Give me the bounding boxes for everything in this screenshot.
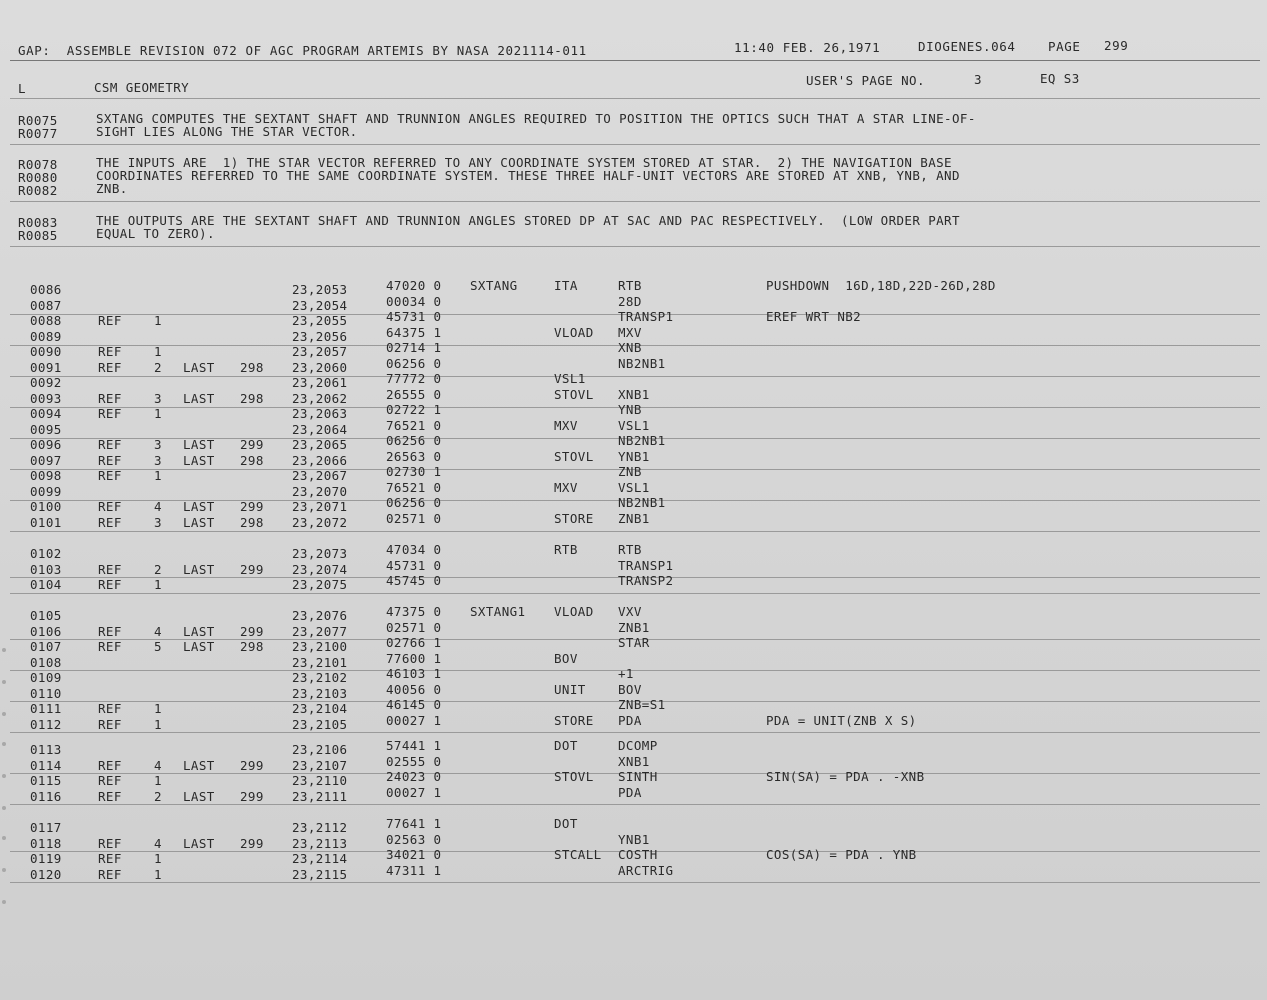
line-number: 0110 — [30, 685, 62, 701]
operand: XNB — [618, 340, 642, 355]
octal-code: 00027 1 — [386, 784, 442, 800]
line-number: 0090 — [30, 344, 62, 359]
ref-page: 299 — [240, 561, 264, 577]
binder-hole — [2, 742, 6, 746]
ref-keyword: REF — [98, 499, 122, 514]
remark-id: R0082 — [18, 183, 58, 198]
binder-hole — [2, 648, 6, 652]
opcode: ITA — [554, 278, 578, 293]
ref-keyword: REF — [98, 701, 122, 716]
operand: +1 — [618, 666, 634, 681]
address: 23,2056 — [292, 328, 348, 344]
ref-page: 299 — [240, 499, 264, 514]
address: 23,2057 — [292, 344, 348, 359]
ref-count: 1 — [154, 701, 162, 716]
octal-code: 02563 0 — [386, 831, 442, 847]
opcode: MXV — [554, 479, 578, 495]
ref-keyword: REF — [98, 788, 122, 804]
octal-code: 02555 0 — [386, 753, 442, 769]
operand: XNB1 — [618, 386, 650, 402]
line-number: 0089 — [30, 328, 62, 344]
remark-id: R0085 — [18, 228, 58, 243]
remark-text: SIGHT LIES ALONG THE STAR VECTOR. — [96, 124, 358, 139]
address: 23,2104 — [292, 701, 348, 716]
octal-code: 40056 0 — [386, 681, 442, 697]
opcode: VSL1 — [554, 371, 586, 386]
ref-last: LAST — [183, 623, 215, 639]
octal-code: 00034 0 — [386, 293, 442, 309]
row-rule — [10, 732, 1260, 733]
subheader-rule — [10, 98, 1260, 99]
ref-count: 3 — [154, 514, 162, 530]
address: 23,2071 — [292, 499, 348, 514]
binder-hole — [2, 680, 6, 684]
opcode: VLOAD — [554, 324, 594, 340]
ref-last: LAST — [183, 788, 215, 804]
address: 23,2061 — [292, 375, 348, 390]
binder-hole — [2, 774, 6, 778]
ref-keyword: REF — [98, 866, 122, 882]
line-number: 0113 — [30, 742, 62, 757]
octal-code: 64375 1 — [386, 324, 442, 340]
octal-code: 76521 0 — [386, 417, 442, 433]
line-number: 0098 — [30, 468, 62, 483]
opcode: MXV — [554, 417, 578, 433]
line-number: 0116 — [30, 788, 62, 804]
address: 23,2111 — [292, 788, 348, 804]
address: 23,2100 — [292, 639, 348, 654]
address: 23,2077 — [292, 623, 348, 639]
ref-keyword: REF — [98, 851, 122, 866]
operand: XNB1 — [618, 753, 650, 769]
opcode: RTB — [554, 542, 578, 557]
operand: VSL1 — [618, 417, 650, 433]
octal-code: 02571 0 — [386, 510, 442, 526]
remark-rule — [10, 246, 1260, 247]
equation-label: EQ S3 — [1040, 71, 1080, 86]
octal-code: 26555 0 — [386, 386, 442, 402]
ref-keyword: REF — [98, 437, 122, 452]
binder-hole — [2, 868, 6, 872]
line-number: 0114 — [30, 757, 62, 773]
ref-count: 1 — [154, 313, 162, 328]
opcode: UNIT — [554, 681, 586, 697]
address: 23,2113 — [292, 835, 348, 851]
ref-count: 4 — [154, 623, 162, 639]
address: 23,2107 — [292, 757, 348, 773]
line-number: 0099 — [30, 483, 62, 499]
line-number: 0120 — [30, 866, 62, 882]
users-page-number: 3 — [974, 72, 982, 87]
ref-last: LAST — [183, 561, 215, 577]
ref-last: LAST — [183, 514, 215, 530]
header-rule — [10, 60, 1260, 61]
address: 23,2112 — [292, 820, 348, 835]
line-number: 0118 — [30, 835, 62, 851]
ref-count: 1 — [154, 851, 162, 866]
octal-code: 45731 0 — [386, 309, 442, 324]
opcode: STOVL — [554, 769, 594, 784]
line-number: 0100 — [30, 499, 62, 514]
ref-page: 298 — [240, 514, 264, 530]
ref-count: 4 — [154, 499, 162, 514]
octal-code: 02571 0 — [386, 619, 442, 635]
address: 23,2115 — [292, 866, 348, 882]
ref-last: LAST — [183, 390, 215, 406]
remark-id: R0083 — [18, 215, 58, 230]
row-rule — [10, 376, 1260, 377]
octal-code: 77772 0 — [386, 371, 442, 386]
remark-text: THE INPUTS ARE 1) THE STAR VECTOR REFERRED TO ANY COORDINATE SYSTEM STORED AT STAR. 2) THE NAVIGATION BASE — [96, 155, 952, 170]
octal-code: 45745 0 — [386, 573, 442, 588]
comment: PUSHDOWN 16D,18D,22D-26D,28D — [766, 278, 996, 293]
operand: NB2NB1 — [618, 433, 666, 448]
operand: ARCTRIG — [618, 862, 674, 878]
address: 23,2066 — [292, 452, 348, 468]
ref-last: LAST — [183, 639, 215, 654]
operand: YNB — [618, 402, 642, 417]
octal-code: 34021 0 — [386, 847, 442, 862]
row-rule — [10, 804, 1260, 805]
ref-count: 5 — [154, 639, 162, 654]
ref-count: 1 — [154, 773, 162, 788]
operand: 28D — [618, 293, 642, 309]
opcode: VLOAD — [554, 604, 594, 619]
line-number: 0108 — [30, 654, 62, 670]
line-number: 0106 — [30, 623, 62, 639]
ref-count: 1 — [154, 468, 162, 483]
line-number: 0103 — [30, 561, 62, 577]
section-title: CSM GEOMETRY — [94, 80, 190, 95]
operand: YNB1 — [618, 831, 650, 847]
operand: TRANSP2 — [618, 573, 674, 588]
ref-keyword: REF — [98, 313, 122, 328]
operand: SINTH — [618, 769, 658, 784]
ref-count: 2 — [154, 359, 162, 375]
ref-last: LAST — [183, 437, 215, 452]
comment: EREF WRT NB2 — [766, 309, 862, 324]
remark-id: R0077 — [18, 126, 58, 141]
address: 23,2055 — [292, 313, 348, 328]
operand: DCOMP — [618, 738, 658, 753]
line-number: 0112 — [30, 716, 62, 732]
ref-keyword: REF — [98, 623, 122, 639]
ref-keyword: REF — [98, 716, 122, 732]
address: 23,2074 — [292, 561, 348, 577]
address: 23,2070 — [292, 483, 348, 499]
operand: COSTH — [618, 847, 658, 862]
ref-count: 1 — [154, 406, 162, 421]
remark-id: R0078 — [18, 157, 58, 172]
ref-last: LAST — [183, 757, 215, 773]
line-number: 0101 — [30, 514, 62, 530]
line-number: 0087 — [30, 297, 62, 313]
ref-count: 3 — [154, 452, 162, 468]
ref-count: 2 — [154, 561, 162, 577]
ref-page: 298 — [240, 359, 264, 375]
line-number: 0095 — [30, 421, 62, 437]
binder-hole — [2, 712, 6, 716]
ref-keyword: REF — [98, 577, 122, 592]
octal-code: 06256 0 — [386, 433, 442, 448]
symbol-label: SXTANG — [470, 278, 518, 293]
address: 23,2060 — [292, 359, 348, 375]
operand: ZNB1 — [618, 619, 650, 635]
ref-keyword: REF — [98, 514, 122, 530]
address: 23,2105 — [292, 716, 348, 732]
line-number: 0104 — [30, 577, 62, 592]
ref-last: LAST — [183, 499, 215, 514]
address: 23,2102 — [292, 670, 348, 685]
opcode: STORE — [554, 510, 594, 526]
header-title: GAP: ASSEMBLE REVISION 072 OF AGC PROGRAM ARTEMIS BY NASA 2021114-011 — [18, 43, 587, 58]
ref-page: 298 — [240, 452, 264, 468]
octal-code: 47020 0 — [386, 278, 442, 293]
ref-count: 4 — [154, 835, 162, 851]
operand: YNB1 — [618, 448, 650, 464]
address: 23,2075 — [292, 577, 348, 592]
operand: ZNB — [618, 464, 642, 479]
line-number: 0097 — [30, 452, 62, 468]
operand: PDA — [618, 784, 642, 800]
remark-rule — [10, 144, 1260, 145]
ref-keyword: REF — [98, 639, 122, 654]
line-number: 0092 — [30, 375, 62, 390]
operand: NB2NB1 — [618, 355, 666, 371]
line-number: 0088 — [30, 313, 62, 328]
address: 23,2101 — [292, 654, 348, 670]
octal-code: 76521 0 — [386, 479, 442, 495]
remark-text: ZNB. — [96, 181, 128, 196]
octal-code: 02722 1 — [386, 402, 442, 417]
opcode: STCALL — [554, 847, 602, 862]
ref-count: 4 — [154, 757, 162, 773]
row-rule — [10, 531, 1260, 532]
line-number: 0102 — [30, 546, 62, 561]
address: 23,2054 — [292, 297, 348, 313]
ref-keyword: REF — [98, 773, 122, 788]
operand: ZNB1 — [618, 510, 650, 526]
address: 23,2114 — [292, 851, 348, 866]
comment: SIN(SA) = PDA . -XNB — [766, 769, 925, 784]
line-number: 0091 — [30, 359, 62, 375]
octal-code: 00027 1 — [386, 712, 442, 728]
ref-page: 298 — [240, 639, 264, 654]
section-marker: L — [18, 81, 26, 96]
ref-keyword: REF — [98, 406, 122, 421]
opcode: STOVL — [554, 448, 594, 464]
operand: TRANSP1 — [618, 309, 674, 324]
address: 23,2072 — [292, 514, 348, 530]
ref-count: 2 — [154, 788, 162, 804]
header-page-number: 299 — [1104, 38, 1129, 53]
ref-count: 1 — [154, 344, 162, 359]
ref-last: LAST — [183, 359, 215, 375]
octal-code: 46103 1 — [386, 666, 442, 681]
header-time: 11:40 FEB. 26,1971 — [734, 40, 881, 55]
octal-code: 24023 0 — [386, 769, 442, 784]
ref-keyword: REF — [98, 468, 122, 483]
symbol-label: SXTANG1 — [470, 604, 526, 619]
line-number: 0117 — [30, 820, 62, 835]
octal-code: 47311 1 — [386, 862, 442, 878]
remark-text: EQUAL TO ZERO). — [96, 226, 215, 241]
address: 23,2076 — [292, 608, 348, 623]
line-number: 0107 — [30, 639, 62, 654]
octal-code: 57441 1 — [386, 738, 442, 753]
line-number: 0096 — [30, 437, 62, 452]
comment: PDA = UNIT(ZNB X S) — [766, 712, 917, 728]
octal-code: 26563 0 — [386, 448, 442, 464]
line-number: 0105 — [30, 608, 62, 623]
operand: VXV — [618, 604, 642, 619]
ref-keyword: REF — [98, 561, 122, 577]
ref-count: 1 — [154, 866, 162, 882]
remark-text: SXTANG COMPUTES THE SEXTANT SHAFT AND TRUNNION ANGLES REQUIRED TO POSITION THE OPTICS SUCH THAT A STAR LINE-OF- — [96, 111, 976, 126]
operand: TRANSP1 — [618, 557, 674, 573]
opcode: STOVL — [554, 386, 594, 402]
octal-code: 02714 1 — [386, 340, 442, 355]
operand: BOV — [618, 681, 642, 697]
ref-page: 299 — [240, 757, 264, 773]
remark-id: R0075 — [18, 113, 58, 128]
address: 23,2073 — [292, 546, 348, 561]
ref-keyword: REF — [98, 344, 122, 359]
ref-page: 299 — [240, 623, 264, 639]
operand: MXV — [618, 324, 642, 340]
header-user: DIOGENES.064 — [918, 39, 1016, 54]
users-page-label: USER'S PAGE NO. — [806, 73, 925, 88]
operand: STAR — [618, 635, 650, 650]
ref-page: 299 — [240, 437, 264, 452]
line-number: 0111 — [30, 701, 62, 716]
remark-rule — [10, 201, 1260, 202]
octal-code: 46145 0 — [386, 697, 442, 712]
ref-page: 299 — [240, 788, 264, 804]
opcode: DOT — [554, 816, 578, 831]
octal-code: 06256 0 — [386, 495, 442, 510]
ref-keyword: REF — [98, 390, 122, 406]
octal-code: 77641 1 — [386, 816, 442, 831]
binder-hole — [2, 900, 6, 904]
address: 23,2063 — [292, 406, 348, 421]
opcode: DOT — [554, 738, 578, 753]
operand: PDA — [618, 712, 642, 728]
line-number: 0109 — [30, 670, 62, 685]
remark-text: COORDINATES REFERRED TO THE SAME COORDINATE SYSTEM. THESE THREE HALF-UNIT VECTORS ARE STORED AT XNB, YNB, AND — [96, 168, 960, 183]
operand: VSL1 — [618, 479, 650, 495]
ref-keyword: REF — [98, 452, 122, 468]
address: 23,2103 — [292, 685, 348, 701]
operand: ZNB=S1 — [618, 697, 666, 712]
ref-keyword: REF — [98, 359, 122, 375]
ref-count: 3 — [154, 390, 162, 406]
ref-count: 1 — [154, 716, 162, 732]
row-rule — [10, 593, 1260, 594]
address: 23,2064 — [292, 421, 348, 437]
ref-count: 1 — [154, 577, 162, 592]
octal-code: 02766 1 — [386, 635, 442, 650]
opcode: BOV — [554, 650, 578, 666]
operand: NB2NB1 — [618, 495, 666, 510]
line-number: 0086 — [30, 282, 62, 297]
octal-code: 47375 0 — [386, 604, 442, 619]
row-rule — [10, 882, 1260, 883]
octal-code: 47034 0 — [386, 542, 442, 557]
octal-code: 02730 1 — [386, 464, 442, 479]
address: 23,2053 — [292, 282, 348, 297]
ref-last: LAST — [183, 835, 215, 851]
line-number: 0115 — [30, 773, 62, 788]
remark-text: THE OUTPUTS ARE THE SEXTANT SHAFT AND TRUNNION ANGLES STORED DP AT SAC AND PAC RESPECTIVELY. (LOW ORDER PART — [96, 213, 960, 228]
operand: RTB — [618, 542, 642, 557]
address: 23,2067 — [292, 468, 348, 483]
row-rule — [10, 670, 1260, 671]
ref-last: LAST — [183, 452, 215, 468]
line-number: 0094 — [30, 406, 62, 421]
octal-code: 45731 0 — [386, 557, 442, 573]
line-number: 0093 — [30, 390, 62, 406]
line-number: 0119 — [30, 851, 62, 866]
address: 23,2110 — [292, 773, 348, 788]
binder-hole — [2, 806, 6, 810]
ref-page: 299 — [240, 835, 264, 851]
address: 23,2062 — [292, 390, 348, 406]
header-page-label: PAGE — [1048, 39, 1081, 54]
address: 23,2106 — [292, 742, 348, 757]
comment: COS(SA) = PDA . YNB — [766, 847, 917, 862]
address: 23,2065 — [292, 437, 348, 452]
binder-hole — [2, 836, 6, 840]
ref-count: 3 — [154, 437, 162, 452]
ref-keyword: REF — [98, 757, 122, 773]
operand: RTB — [618, 278, 642, 293]
ref-keyword: REF — [98, 835, 122, 851]
opcode: STORE — [554, 712, 594, 728]
remark-id: R0080 — [18, 170, 58, 185]
octal-code: 06256 0 — [386, 355, 442, 371]
ref-page: 298 — [240, 390, 264, 406]
octal-code: 77600 1 — [386, 650, 442, 666]
